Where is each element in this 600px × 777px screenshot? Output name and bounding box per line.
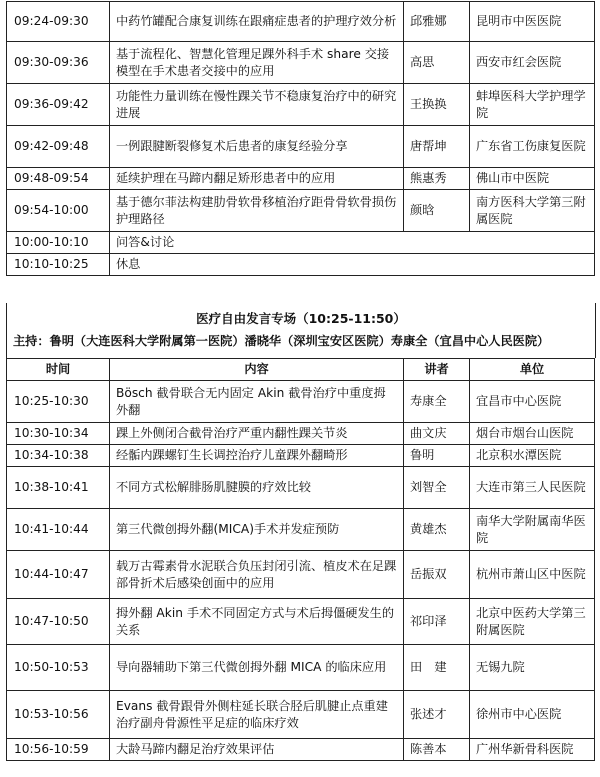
table-header-row xyxy=(7,359,595,381)
time-cell: 10:00-10:10 xyxy=(7,232,110,254)
institution-cell: 大连市第三人民医院 xyxy=(470,467,595,509)
institution-cell: 广东省工伤康复医院 xyxy=(470,126,595,168)
table-row xyxy=(7,42,595,84)
speaker-cell: 曲文庆 xyxy=(404,423,470,445)
table-row xyxy=(7,84,595,126)
speaker-cell: 唐帮坤 xyxy=(404,126,470,168)
header-speaker: 讲者 xyxy=(404,359,470,381)
table-row xyxy=(7,645,595,691)
table-row xyxy=(7,599,595,645)
time-cell: 09:42-09:48 xyxy=(7,126,110,168)
institution-cell: 南华大学附属南华医院 xyxy=(470,509,595,551)
table-row xyxy=(7,551,595,599)
content-cell: 中药竹罐配合康复训练在跟痛症患者的护理疗效分析 xyxy=(110,2,404,42)
speaker-cell: 陈善本 xyxy=(404,739,470,761)
institution-cell: 杭州市萧山区中医院 xyxy=(470,551,595,599)
speaker-cell: 张述才 xyxy=(404,691,470,739)
table-row xyxy=(7,739,595,761)
time-cell: 09:48-09:54 xyxy=(7,168,110,190)
table-row xyxy=(7,691,595,739)
header-institution: 单位 xyxy=(470,359,595,381)
speaker-cell: 寿康全 xyxy=(404,381,470,423)
section-title: 医疗自由发言专场（10:25-11:50） xyxy=(196,311,406,326)
time-cell: 09:54-10:00 xyxy=(7,190,110,232)
content-cell: 拇外翻 Akin 手术不同固定方式与术后拇僵硬发生的关系 xyxy=(110,599,404,645)
table-row xyxy=(7,168,595,190)
content-cell: 延续护理在马蹄内翻足矫形患者中的应用 xyxy=(110,168,404,190)
time-cell: 10:10-10:25 xyxy=(7,254,110,276)
header-time: 时间 xyxy=(7,359,110,381)
time-cell: 09:24-09:30 xyxy=(7,2,110,42)
institution-cell: 烟台市烟台山医院 xyxy=(470,423,595,445)
institution-cell: 蚌埠医科大学护理学院 xyxy=(470,84,595,126)
institution-cell: 昆明市中医医院 xyxy=(470,2,595,42)
speaker-cell: 颜晗 xyxy=(404,190,470,232)
section-header xyxy=(6,303,596,358)
content-cell: 导向器辅助下第三代微创拇外翻 MICA 的临床应用 xyxy=(110,645,404,691)
institution-cell: 北京积水潭医院 xyxy=(470,445,595,467)
section-host: 主持：鲁明（大连医科大学附属第一医院）潘晓华（深圳宝安区医院）寿康全（宜昌中心人民医院） xyxy=(13,334,550,348)
institution-cell: 宜昌市中心医院 xyxy=(470,381,595,423)
content-cell: 功能性力量训练在慢性踝关节不稳康复治疗中的研究进展 xyxy=(110,84,404,126)
time-cell: 09:36-09:42 xyxy=(7,84,110,126)
time-cell: 10:41-10:44 xyxy=(7,509,110,551)
time-cell: 10:50-10:53 xyxy=(7,645,110,691)
schedule-table-bottom xyxy=(6,358,595,761)
content-cell: 踝上外侧闭合截骨治疗严重内翻性踝关节炎 xyxy=(110,423,404,445)
time-cell: 10:30-10:34 xyxy=(7,423,110,445)
time-cell: 10:25-10:30 xyxy=(7,381,110,423)
header-content: 内容 xyxy=(110,359,404,381)
time-cell: 10:47-10:50 xyxy=(7,599,110,645)
table-row xyxy=(7,126,595,168)
content-cell: 基于流程化、智慧化管理足踝外科手术 share 交接模型在手术患者交接中的应用 xyxy=(110,42,404,84)
institution-cell: 无锡九院 xyxy=(470,645,595,691)
table-row xyxy=(7,445,595,467)
content-cell: 休息 xyxy=(110,254,595,276)
time-cell: 10:56-10:59 xyxy=(7,739,110,761)
speaker-cell: 黄雄杰 xyxy=(404,509,470,551)
speaker-cell: 邱雅娜 xyxy=(404,2,470,42)
time-cell: 10:53-10:56 xyxy=(7,691,110,739)
content-cell: 一例跟腱断裂修复术后患者的康复经验分享 xyxy=(110,126,404,168)
speaker-cell: 鲁明 xyxy=(404,445,470,467)
content-cell: 经骺内踝螺钉生长调控治疗儿童踝外翻畸形 xyxy=(110,445,404,467)
schedule-table-top xyxy=(6,1,595,276)
content-cell: 基于德尔菲法构建肋骨软骨移植治疗距骨骨软骨损伤护理路径 xyxy=(110,190,404,232)
speaker-cell: 刘智全 xyxy=(404,467,470,509)
table-row xyxy=(7,509,595,551)
table-row xyxy=(7,2,595,42)
table-row xyxy=(7,232,595,254)
content-cell: 不同方式松解腓肠肌腱膜的疗效比较 xyxy=(110,467,404,509)
institution-cell: 佛山市中医院 xyxy=(470,168,595,190)
institution-cell: 徐州市中心医院 xyxy=(470,691,595,739)
speaker-cell: 熊惠秀 xyxy=(404,168,470,190)
time-cell: 09:30-09:36 xyxy=(7,42,110,84)
institution-cell: 南方医科大学第三附属医院 xyxy=(470,190,595,232)
institution-cell: 广州华新骨科医院 xyxy=(470,739,595,761)
speaker-cell: 祁印泽 xyxy=(404,599,470,645)
content-cell: 大龄马蹄内翻足治疗效果评估 xyxy=(110,739,404,761)
institution-cell: 北京中医药大学第三附属医院 xyxy=(470,599,595,645)
speaker-cell: 高思 xyxy=(404,42,470,84)
speaker-cell: 岳振双 xyxy=(404,551,470,599)
speaker-cell: 田 建 xyxy=(404,645,470,691)
speaker-cell: 王换换 xyxy=(404,84,470,126)
table-row xyxy=(7,254,595,276)
content-cell: 载万古霉素骨水泥联合负压封闭引流、植皮术在足踝部骨折术后感染创面中的应用 xyxy=(110,551,404,599)
table-row xyxy=(7,467,595,509)
table-row xyxy=(7,190,595,232)
content-cell: Evans 截骨跟骨外侧柱延长联合胫后肌腱止点重建治疗副舟骨源性平足症的临床疗效 xyxy=(110,691,404,739)
institution-cell: 西安市红会医院 xyxy=(470,42,595,84)
time-cell: 10:34-10:38 xyxy=(7,445,110,467)
content-cell: 问答&讨论 xyxy=(110,232,595,254)
time-cell: 10:44-10:47 xyxy=(7,551,110,599)
table-row xyxy=(7,381,595,423)
content-cell: Bösch 截骨联合无内固定 Akin 截骨治疗中重度拇外翻 xyxy=(110,381,404,423)
table-row xyxy=(7,423,595,445)
time-cell: 10:38-10:41 xyxy=(7,467,110,509)
content-cell: 第三代微创拇外翻(MICA)手术并发症预防 xyxy=(110,509,404,551)
